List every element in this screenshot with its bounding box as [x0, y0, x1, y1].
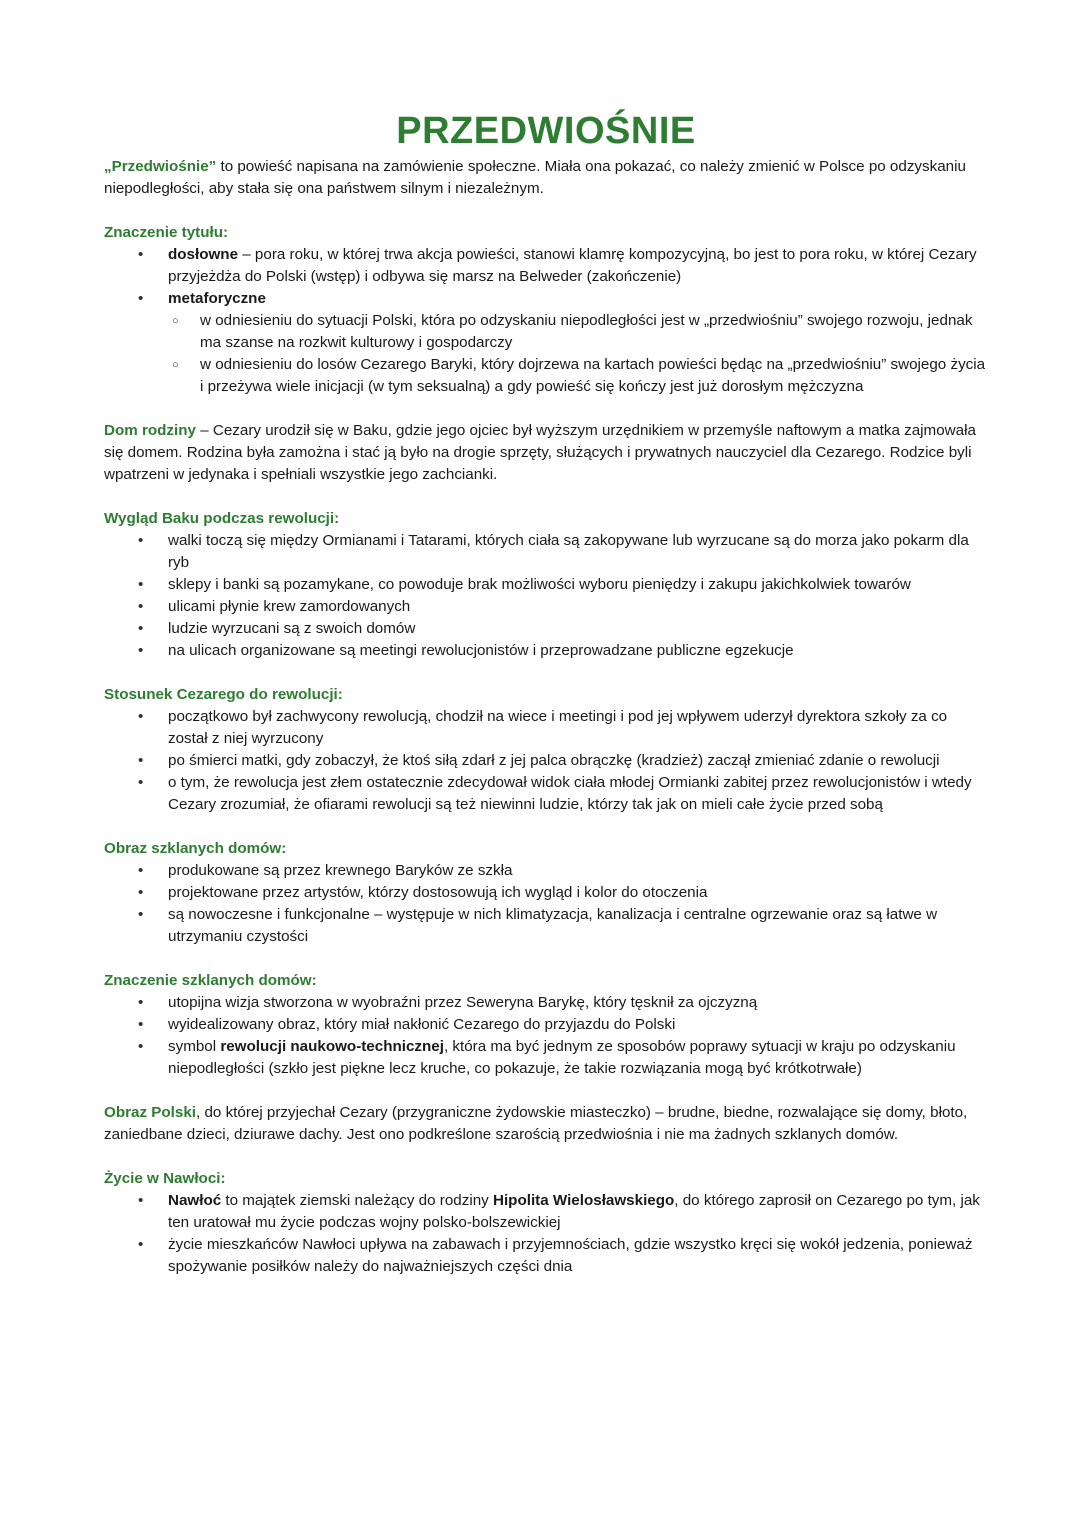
attitude-list	[104, 706, 988, 816]
list-item: • życie mieszkańców Nawłoci upływa na zabawach i przyjemnościach, gdzie wszystko kręci się wokół jedzenia, ponieważ spożywanie posiłków należy do najważniejszych części dnia	[168, 1234, 988, 1278]
family-home-text: – Cezary urodził się w Baku, gdzie jego ojciec był wyższym urzędnikiem w przemyśle naftowym a matka zajmowała się domem. Rodzina była zamożna i stać ją było na drogie sprzęty, służących i prywatnych nauczyciel dla Cezarego. Rodzice byli wpatrzeni w jedynaka i spełniali wszystkie jego zachcianki.	[104, 422, 976, 483]
list-item: • walki toczą się między Ormianami i Tatarami, których ciała są zakopywane lub wyrzucane są do morza jako pokarm dla ryb	[168, 530, 988, 574]
intro-paragraph	[104, 156, 988, 200]
metaphor-term: metaforyczne	[168, 290, 266, 307]
title-meaning-section	[104, 222, 988, 398]
list-item: • na ulicach organizowane są meetingi rewolucjonistów i przeprowadzane publiczne egzekucje	[168, 640, 988, 662]
nawlocie-section	[104, 1168, 988, 1278]
baku-heading: Wygląd Baku podczas rewolucji:	[104, 510, 340, 527]
list-item: • po śmierci matki, gdy zobaczył, że ktoś siłą zdarł z jej palca obrączkę (kradzież) zaczął zmieniać zdanie o rewolucji	[168, 750, 988, 772]
glass-image-heading: Obraz szklanych domów:	[104, 840, 287, 857]
list-item: • są nowoczesne i funkcjonalne – występuje w nich klimatyzacja, kanalizacja i centralne ogrzewanie oraz są łatwe w utrzymaniu czystości	[168, 904, 988, 948]
list-item: • ulicami płynie krew zamordowanych	[168, 596, 988, 618]
glass-image-list	[104, 860, 988, 948]
family-home-paragraph	[104, 420, 988, 486]
nawlocie-text-1: to majątek ziemski należący do rodziny	[221, 1192, 493, 1209]
list-item	[168, 244, 988, 288]
intro-text: to powieść napisana na zamówienie społeczne. Miała ona pokazać, co należy zmienić w Polsce po odzyskaniu niepodległości, aby stała się ona państwem silnym i niezależnym.	[104, 158, 966, 197]
sublist-item: ○ w odniesieniu do losów Cezarego Baryki, który dojrzewa na kartach powieści będąc na „przedwiośniu” swojego życia i przeżywa wiele inicjacji (w tym seksualną) a gdy powieść się kończy jest już dorosłym mężczyzna	[200, 354, 988, 398]
intro-lead: „Przedwiośnie”	[104, 158, 217, 175]
nawlocie-bold-2: Hipolita Wielosławskiego	[492, 1192, 675, 1209]
baku-list	[104, 530, 988, 662]
family-home-lead: Dom rodziny	[104, 422, 196, 439]
sublist-item: ○ w odniesieniu do sytuacji Polski, która po odzyskaniu niepodległości jest w „przedwiośniu” swojego rozwoju, jednak ma szanse na rozkwit kulturowy i gospodarczy	[200, 310, 988, 354]
poland-paragraph	[104, 1102, 988, 1146]
glass-meaning-heading: Znaczenie szklanych domów:	[104, 972, 317, 989]
glass-meaning-pre: symbol	[168, 1038, 221, 1055]
nawlocie-list	[104, 1190, 988, 1278]
list-item: • utopijna wizja stworzona w wyobraźni przez Seweryna Barykę, który tęsknił za ojczyzną	[168, 992, 988, 1014]
literal-text: – pora roku, w której trwa akcja powieści, stanowi klamrę kompozycyjną, bo jest to pora roku, w której Cezary przyjeżdża do Polski (wstęp) i odbywa się marsz na Belweder (zakończenie)	[168, 246, 977, 285]
baku-section	[104, 508, 988, 662]
list-item	[168, 288, 988, 398]
nawlocie-bold-1: Nawłoć	[168, 1192, 222, 1209]
glass-image-section	[104, 838, 988, 948]
poland-lead: Obraz Polski	[104, 1104, 197, 1121]
list-item: • o tym, że rewolucja jest złem ostatecznie zdecydował widok ciała młodej Ormianki zabitej przez rewolucjonistów i wtedy Cezary zrozumiał, że ofiarami rewolucji są też niewinni ludzie, którzy tak jak on mieli całe życie przed sobą	[168, 772, 988, 816]
list-item: • wyidealizowany obraz, który miał nakłonić Cezarego do przyjazdu do Polski	[168, 1014, 988, 1036]
list-item: • początkowo był zachwycony rewolucją, chodził na wiece i meetingi i pod jej wpływem uderzył dyrektora szkoły za co został z niej wyrzucony	[168, 706, 988, 750]
nawlocie-text-2: , do którego zaprosił on Cezarego po tym, jak ten uratował mu życie podczas wojny polsko-bolszewickiej	[168, 1192, 980, 1231]
nawlocie-heading: Życie w Nawłoci:	[104, 1170, 226, 1187]
page-title: PRZEDWIOŚNIE	[396, 110, 696, 152]
title-meaning-heading: Znaczenie tytułu:	[104, 224, 229, 241]
metaphor-sublist	[168, 310, 988, 398]
literal-term: dosłowne	[168, 246, 239, 263]
glass-meaning-list	[104, 992, 988, 1080]
glass-meaning-post: , która ma być jednym ze sposobów poprawy sytuacji w kraju po odzyskaniu niepodległości (szkło jest piękne lecz kruche, co pokazuje, że takie rozwiązania mogą być krótkotrwałe)	[168, 1038, 956, 1077]
list-item	[168, 1190, 988, 1234]
glass-meaning-bold: rewolucji naukowo-technicznej	[220, 1038, 444, 1055]
attitude-heading: Stosunek Cezarego do rewolucji:	[104, 686, 343, 703]
list-item: • projektowane przez artystów, którzy dostosowują ich wygląd i kolor do otoczenia	[168, 882, 988, 904]
list-item: • ludzie wyrzucani są z swoich domów	[168, 618, 988, 640]
glass-meaning-section	[104, 970, 988, 1080]
list-item: • produkowane są przez krewnego Baryków ze szkła	[168, 860, 988, 882]
title-meaning-list	[104, 244, 988, 398]
list-item: • sklepy i banki są pozamykane, co powoduje brak możliwości wyboru pieniędzy i zakupu jakichkolwiek towarów	[168, 574, 988, 596]
poland-text: , do której przyjechał Cezary (przygraniczne żydowskie miasteczko) – brudne, biedne, rozwalające się domy, błoto, zaniedbane dzieci, dziurawe dachy. Jest ono podkreślone szarością przedwiośnia i nie ma żadnych szklanych domów.	[104, 1104, 968, 1143]
attitude-section	[104, 684, 988, 816]
list-item	[168, 1036, 988, 1080]
